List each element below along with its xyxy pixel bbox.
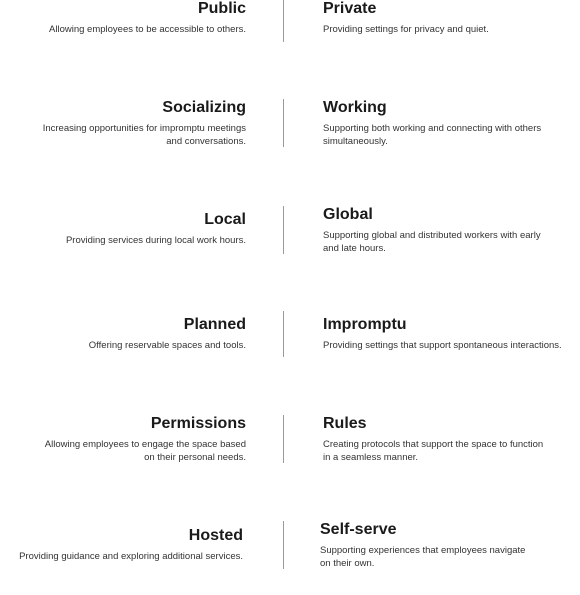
divider — [283, 206, 284, 254]
local-block — [66, 211, 246, 247]
rules-block — [323, 415, 543, 464]
permissions-block — [45, 415, 246, 464]
divider — [283, 99, 284, 147]
impromptu-description: Providing settings that support spontaneous interactions. — [323, 340, 562, 351]
rules-title: Rules — [323, 415, 367, 432]
public-title: Public — [197, 0, 246, 17]
hosted-block — [19, 527, 243, 563]
global-block — [323, 206, 541, 255]
planned-title: Planned — [183, 316, 246, 333]
permissions-description: Allowing employees to engage the space based on their personal needs. — [44, 439, 246, 463]
planned-description: Offering reservable spaces and tools. — [88, 340, 246, 351]
impromptu-title: Impromptu — [323, 316, 407, 333]
rules-description: Creating protocols that support the space to function in a seamless manner. — [323, 439, 544, 463]
public-description: Allowing employees to be accessible to others. — [49, 24, 246, 35]
permissions-title: Permissions — [150, 415, 246, 432]
socializing-title: Socializing — [162, 99, 246, 116]
self-serve-description: Supporting experiences that employees navigate on their own. — [320, 545, 526, 569]
divider — [283, 311, 284, 357]
divider — [283, 521, 284, 569]
working-description: Supporting both working and connecting with others simultaneously. — [323, 123, 542, 147]
public-block — [49, 0, 246, 36]
impromptu-block — [323, 316, 562, 352]
self-serve-block — [320, 521, 525, 570]
private-title: Private — [323, 0, 377, 17]
divider — [283, 0, 284, 42]
socializing-block — [43, 99, 246, 148]
global-title: Global — [323, 206, 373, 223]
local-description: Providing services during local work hours. — [65, 235, 246, 246]
socializing-description: Increasing opportunities for impromptu meetings and conversations. — [42, 123, 246, 147]
local-title: Local — [204, 211, 246, 228]
self-serve-title: Self-serve — [320, 521, 397, 538]
private-block — [323, 0, 489, 36]
global-description: Supporting global and distributed workers with early and late hours. — [323, 230, 541, 254]
hosted-description: Providing guidance and exploring additional services. — [19, 551, 243, 562]
divider — [283, 415, 284, 463]
planned-block — [89, 316, 246, 352]
working-title: Working — [323, 99, 387, 116]
hosted-title: Hosted — [188, 527, 243, 544]
working-block — [323, 99, 541, 148]
private-description: Providing settings for privacy and quiet. — [323, 24, 489, 35]
